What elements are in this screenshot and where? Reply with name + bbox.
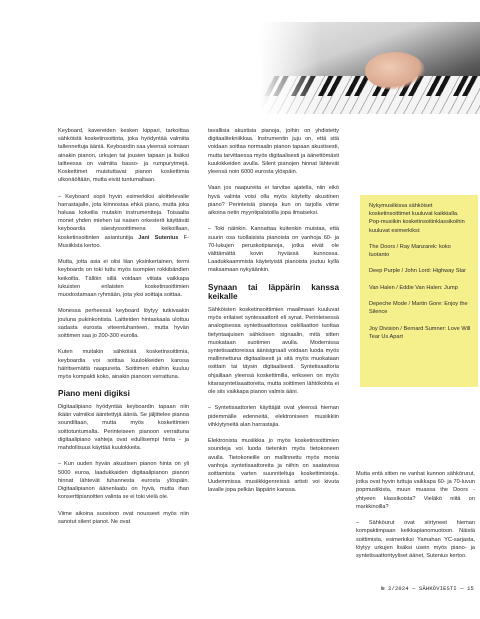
article-column-1	[58, 127, 189, 526]
subheading: Synaan tai läppärin kanssa keikalle	[208, 282, 339, 302]
fact-box	[360, 195, 478, 387]
fact-box-entry: Deep Purple / John Lord: Highway Star	[369, 268, 467, 275]
paragraph: Monessa perheessä keyboard löytyy tutkivaakin joulunа pukinkontista. Laitteiden hintaskaala ulottuu sadasta eurosta viteentuhanteen, mutta hyvän soittimen saa jo 200-300 eurolla.	[58, 308, 189, 340]
hand-on-keys	[365, 52, 425, 90]
fact-box-entry: Van Halen / Eddie Van Halen: Jump	[369, 284, 458, 291]
article-column-2	[208, 127, 339, 495]
paragraph: Sähköisten kosketinsoittimien maailmaan kuuluvat myös erilaiset syntesaattorit eli synat. Perinteisessä analogisessa syntetisaattorissa oskillaattori tuottaa tietyntaajuisen sähköisen signaalin, mitä sitten muokataan suotimen avulla. Modernissa syntetisaattoreissa äänisignaali voidaan luoda myös mallinnettuna digitaalisesti ja sitä myös muokataan osittain tai täysin digitaalisesti. Syntetisaattoria ohjaillaan yleensä koskettimilla, erikseen on myös kitarasyntetisaattoreita, mutta soittimen lähtökohta ei ole siis vaikkapa pianon valmis ääni.	[208, 307, 339, 396]
subheading: Piano meni digiksi	[58, 389, 130, 399]
photo-fade	[260, 22, 320, 114]
paragraph-text: F-Musiikista kertoo.	[58, 234, 189, 249]
paragraph	[58, 193, 189, 250]
page-footer: № 2/2024 — SÄHKÖVIESTI — 15	[381, 586, 474, 592]
fact-box-entry: Depeche Mode / Martin Gore: Enjoy the Silence	[369, 301, 468, 316]
paragraph: – Toki näinkin. Kannattaa kuitenkin muistaa, että suurin osa tuollaisista pianoista on vanhoja 60- ja 70-lukujen peruskotipianoja, jotka eivät ole välttämättä kovin hyvässä kunnossa. Laadukkaammista käytetyistä pianoista joutuu kyllä maksamaan nykyäänkin.	[208, 226, 339, 274]
paragraph: – Kun uuden hyvän akustisen pianon hinta on yli 5000 euroa, laadukkaiden digitaalipianon pianon hinnat lähtevät tuhannesta eurosta ylöspäin. Digitaalipianon äänenlaatu on hyvä, mutta ihan konserttipianoitten valinta se ei toki vielä ole.	[58, 461, 189, 501]
paragraph: – Sähköurut ovat siirtyneet hieman kompaktimpaan keikkapianomuotoon. Näistä soittimista, esimerkiksi Yamahan YC-sarjasta, löytyy urkujen lisäksi usein myös piano- ja syntetisaattorityyliset äänet, Sutenius kertoo.	[356, 520, 475, 560]
fact-box-entry: The Doors / Ray Manzarek: koko tuotanto	[369, 243, 451, 259]
paragraph: Viime aikoina suosioon ovat nousseet myös niin sanotut silent pianot. Ne ovat	[58, 510, 189, 525]
fact-box-entry: Joy Division / Bernard Sumner: Love Will Tear Us Apart	[369, 325, 471, 340]
paragraph-text: – Keyboard sopii hyvin esimerkiksi aloittelevalle harrastajalle, jota kiinnostaa ehkä piano, mutta joka haluaa kokeilla mutakin instrumentteja. Toisaalta monet yhden miehen tai naisen orkesterit käyttävät keyboardia säestyssoittimena keikoillaan, kosketinsoitinten asiantuntija	[58, 193, 189, 241]
paragraph: tavallisia akustisia pianoja, joihin on yhdistetty digitaalitekniikkaa. Instrumentin juju on, että sitä voidaan soittaa normaalin pianon tapaan akustisesti, mutta tarvittaessa myös digitaalisesti ja äänettömästi kuulokkeiden avulla. Silent pianojen hinnat lähtevät yleensä noin 6000 eurosta ylöspäin.	[208, 128, 339, 176]
piano-photo	[260, 22, 480, 114]
paragraph: Mutta entä sitten ne vanhat kunnon sähkörurut, jotka ovat hyvin tuttuja vaikkapa 60- ja 70-luvun popmusiikista, muun muassa the Doors -yhtyeen klassikoista? Vieläkö niitä on markkinoilla?	[356, 471, 475, 510]
paragraph: Mutta, jotta asia ei olisi liian yksinkertainen, termi keyboards on toki tuttu myös isompien rokkibändien keikoilta. Tällöin sillä voidaan viitata vaikkapa lukuisten erilaisten kosketinsoittimien muodostamaan ryhmään, jota yksi soittaja soittaa.	[58, 259, 189, 299]
paragraph: Vaan jos naapureita ei tarvitse ajatella, niin eikö hyvä valinta voisi olla myös käytetty akustinen piano? Perinteisiä pianoja kun on tarjolla viime aikoina netin myyntipalstoilla jopa ilmaiseksi.	[208, 185, 339, 217]
paragraph: Elektronista musiikkia jo myös kosketinsoittimien soundeja voi luoda tietenkin myös tietokoneen avulla. Tietokoneille on mallinnettu myös monia vanhoja syntetisaattoreita ja niihin on saatavissa soittamista varten suunniteltuja koskettimistoja. Uudemmissa musiikkigenreissä artisti voi kivuta lavalle jopa pelkän läppärin kanssa.	[208, 438, 339, 494]
article-column-3	[356, 470, 475, 560]
paragraph: Digitaalipiano hyödyntää keyboardin tapaan niin ikään valmiiksi äänitettyjä ääniä. Se jäljittelee pianoa soundiltaan, mutta myös koskettimien soittotuntumalta. Perinteiseen pianoon verrattuna digitaalipiano vahteja ovat edullisempi hinta - ja mahdollisuus käyttää kuulokkeita.	[58, 404, 189, 452]
paragraph: Kuten muitakin sähköisiä kosketinsoittimia, keyboardia voi soittaa kuulokkeiden kanssa häiritsemättä naapureita. Soittimen etuihin kuuluu myös kompakti koko, ainakin pianoon verrattuna.	[58, 349, 189, 381]
paragraph: Keyboard, kavereiden kesken kippari, tarkoittaa sähköistä kosketinsoitinta, joka hyödyntää valmiita tallennettuja ääniä. Keyboardin saa yleensä soimaan ainakin pianon, urkujen tai jousien tapaan ja lisäksi laitteessa on valmiita basso- ja rumpurytmejä. Koskettimet muistuttavat pianon koskettimia ulkonäöltään, mutta eivät tuntumaltaan.	[58, 128, 189, 184]
fact-box-intro: Nykymusiikissa sähköiset kosketinsoittimet kuuluvat kaikkialla. Pop-musiikin kosketinsoitinklassikoihin kuuluvat esimerkiksi:	[369, 203, 465, 234]
expert-name: Jani Sutenius	[138, 234, 179, 241]
paragraph: – Syntetisaattorien käyttäjät ovat yleensä hieman pidemmälle edenneitä, elektroniseen musiikkiin vihkiytyneitä alan harrastajia.	[208, 405, 339, 428]
